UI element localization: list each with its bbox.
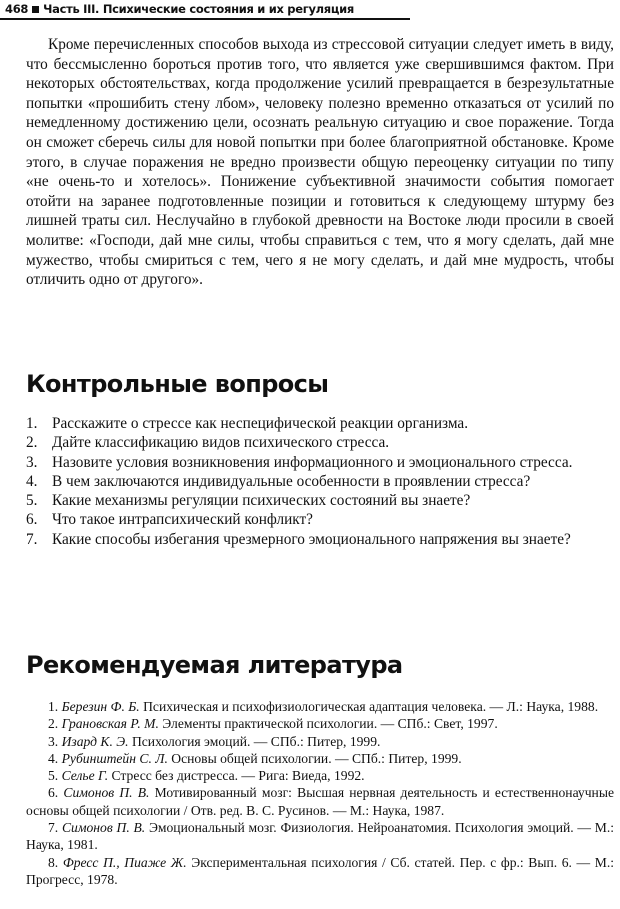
header-rule <box>0 18 410 20</box>
body-paragraph: Кроме перечисленных способов выхода из стрессовой ситуации следует иметь в виду, что бессмысленно бороться против того, что является уже свершившимся фактом. При некоторых обстоятельствах, когда продолжение усилий превращается в безрезультатные попытки «прошибить стену лбом», человеку полезно временно отказаться от усилий по немедленному достижению цели, осознать реальную ситуацию и свое поражение. Тогда он сможет сберечь силы для новой попытки при более благоприятной обстановке. Кроме этого, в случае поражения не вредно произвести общую переоценку ситуации по типу «не очень-то и хотелось». Понижение субъективной значимости события помогает отойти на заранее подготовленные позиции и готовиться к следующему штурму без лишней траты сил. Неслучайно в глубокой древности на Востоке люди просили в своей молитве: «Господи, дай мне силы, чтобы справиться с тем, что я могу сделать, дай мне мужество, чтобы смириться с тем, чего я не могу сделать, и дай мне мудрость, чтобы отличить одно от другого». <box>26 36 614 289</box>
reference-item <box>26 715 614 732</box>
reference-number: 1. <box>48 699 59 714</box>
reference-text: Экспериментальная психология / Сб. статей. Пер. с фр.: Вып. 6. — М.: Прогресс, 1978. <box>26 854 614 887</box>
question-number: 3. <box>26 453 38 471</box>
question-item <box>26 491 614 510</box>
reference-author: Березин Ф. Б. <box>61 699 140 714</box>
question-number: 1. <box>26 415 38 432</box>
reference-item <box>26 750 614 767</box>
reference-text: Стресс без дистресса. — Рига: Виеда, 1992. <box>111 768 365 784</box>
reference-number: 5. <box>48 768 59 784</box>
questions-heading: Контрольные вопросы <box>26 370 329 398</box>
question-item <box>26 433 614 452</box>
reference-author: Фресс П., Пиаже Ж. <box>62 854 187 870</box>
question-number: 6. <box>26 511 38 529</box>
question-text: Какие способы избегания чрезмерного эмоционального напряжения вы знаете? <box>52 530 571 548</box>
reference-author: Симонов П. В. <box>63 785 150 801</box>
questions-list <box>26 414 614 549</box>
question-text: Что такое интрапсихический конфликт? <box>52 511 313 529</box>
square-bullet-icon <box>32 6 39 13</box>
reference-author: Симонов П. В. <box>61 820 146 836</box>
reference-text: Эмоциональный мозг. Физиология. Нейроанатомия. Психология эмоций. — М.: Наука, 1981. <box>26 820 615 853</box>
literature-heading: Рекомендуемая литература <box>26 651 403 679</box>
reference-number: 4. <box>48 750 59 766</box>
reference-number: 6. <box>48 785 59 801</box>
reference-author: Изард К. Э. <box>61 733 129 749</box>
reference-item <box>26 784 614 819</box>
references-list <box>26 698 614 888</box>
reference-item <box>26 733 614 750</box>
reference-text: Основы общей психологии. — СПб.: Питер, 1999. <box>171 750 462 766</box>
reference-author: Рубинштейн С. Л. <box>61 750 168 766</box>
question-item <box>26 472 614 491</box>
reference-number: 2. <box>48 716 59 732</box>
question-text: В чем заключаются индивидуальные особенности в проявлении стресса? <box>52 472 531 490</box>
running-header <box>5 2 410 16</box>
question-item <box>26 414 614 433</box>
question-text: Какие механизмы регуляции психических состояний вы знаете? <box>52 492 471 510</box>
question-number: 5. <box>26 492 38 510</box>
question-item <box>26 453 614 472</box>
reference-number: 7. <box>48 820 59 836</box>
page-number: 468 <box>5 2 29 16</box>
question-number: 2. <box>26 434 38 452</box>
reference-text: Психология эмоций. — СПб.: Питер, 1999. <box>131 733 381 749</box>
reference-author: Грановская Р. М. <box>61 716 159 732</box>
reference-item <box>26 698 614 715</box>
reference-text: Психическая и психофизиологическая адаптация человека. — Л.: Наука, 1988. <box>143 699 599 714</box>
question-text: Дайте классификацию видов психического стресса. <box>52 434 390 452</box>
question-text: Расскажите о стрессе как неспецифической реакции организма. <box>52 415 469 432</box>
reference-item <box>26 767 614 784</box>
question-number: 4. <box>26 472 38 490</box>
running-title: Часть III. Психические состояния и их регуляция <box>43 2 354 16</box>
question-text: Назовите условия возникновения информационного и эмоционального стресса. <box>52 453 573 471</box>
question-item <box>26 510 614 529</box>
reference-item <box>26 819 614 854</box>
reference-author: Селье Г. <box>61 768 109 784</box>
question-number: 7. <box>26 530 38 548</box>
reference-number: 8. <box>48 854 59 870</box>
reference-text: Элементы практической психологии. — СПб.: Свет, 1997. <box>162 716 498 732</box>
reference-text: Мотивированный мозг: Высшая нервная деятельность и естественнонаучные основы общей психологии / Отв. ред. В. С. Русинов. — М.: Наука, 1987. <box>26 785 614 818</box>
reference-item <box>26 854 614 889</box>
question-item <box>26 530 614 549</box>
reference-number: 3. <box>48 733 59 749</box>
